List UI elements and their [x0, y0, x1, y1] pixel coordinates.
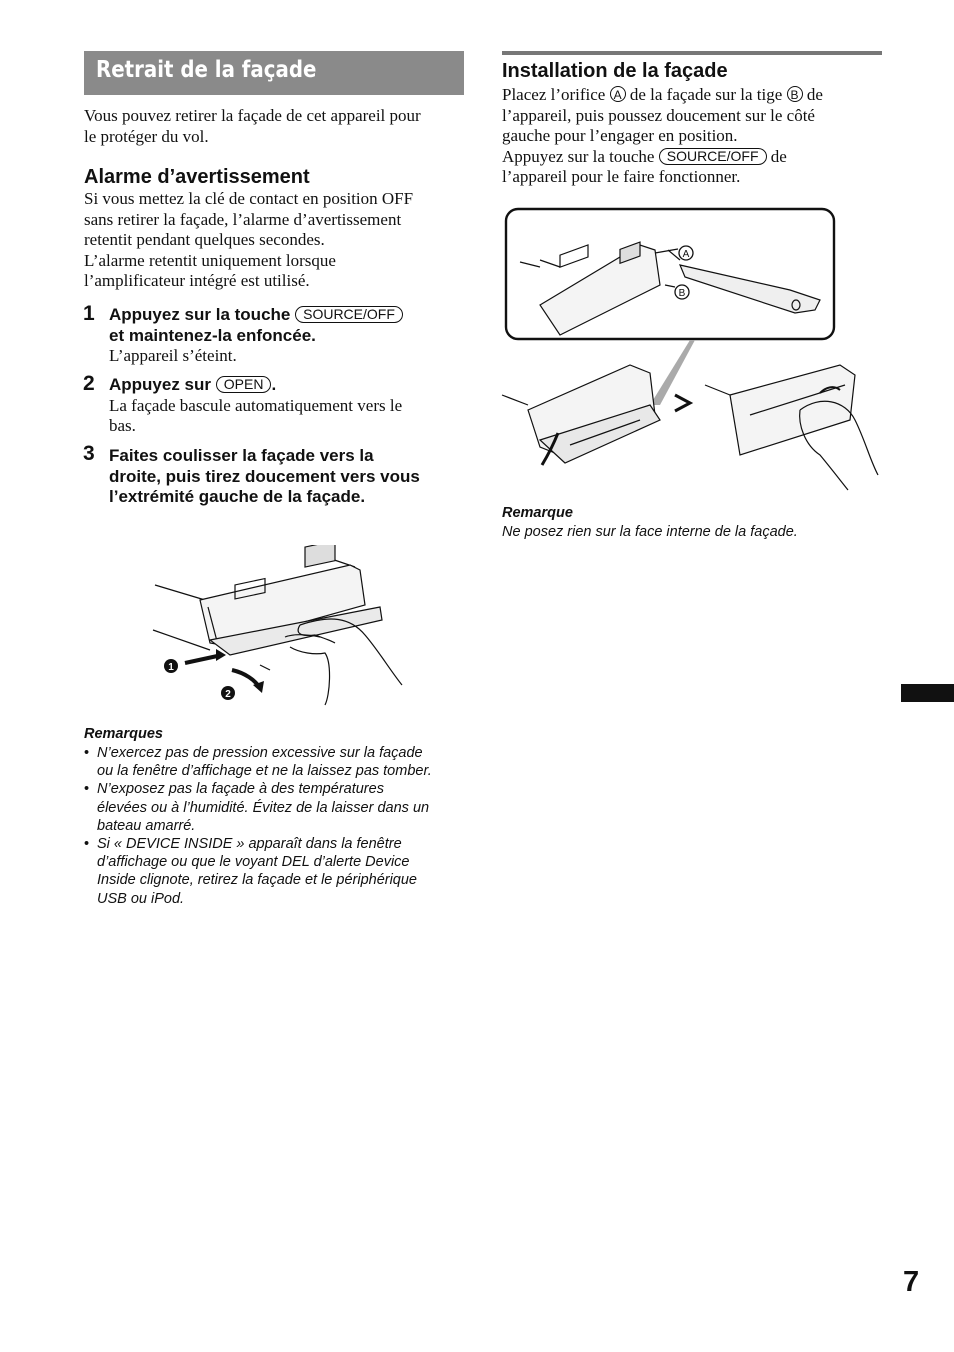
source-off-key: SOURCE/OFF: [659, 148, 767, 165]
mark-b: B: [787, 86, 803, 102]
alarm-line: Si vous mettez la clé de contact en position OFF: [84, 189, 414, 208]
step-text: Appuyez sur la touche: [109, 305, 291, 324]
step-text: l’extrémité gauche de la façade.: [109, 487, 366, 506]
install-paragraph: [502, 85, 887, 188]
text-line: l’appareil, puis poussez doucement sur le côté: [502, 105, 815, 125]
notes-list: [84, 744, 474, 908]
alarm-line: l’amplificateur intégré est utilisé.: [84, 271, 310, 290]
note-line: bateau amarré.: [97, 817, 196, 834]
text-run: Placez l’orifice: [502, 85, 606, 104]
section-title-bar: [84, 51, 464, 95]
step-number: 1: [83, 302, 95, 325]
intro-line: Vous pouvez retirer la façade de cet appareil pour: [84, 106, 421, 125]
figure-label: A: [682, 249, 690, 260]
notes-heading: Remarques: [84, 726, 163, 742]
intro-line: le protéger du vol.: [84, 126, 209, 146]
alarm-heading: Alarme d’avertissement: [84, 166, 310, 188]
text-run: de la façade sur la tige: [629, 85, 783, 104]
step-detail: L’appareil s’éteint.: [109, 346, 237, 365]
step-3: [109, 446, 469, 508]
note-line: USB ou iPod.: [97, 890, 185, 907]
alarm-line: L’alarme retentit uniquement lorsque: [84, 250, 336, 270]
step-text-end: .: [271, 375, 277, 394]
text-run: de: [770, 146, 787, 166]
step-detail: La façade bascule automatiquement vers le: [109, 395, 403, 415]
callout-label: 2: [225, 689, 231, 700]
step-1: [109, 305, 469, 367]
note-line: Inside clignote, retirez la façade et le périphérique: [97, 872, 417, 889]
step-text: Appuyez sur: [109, 375, 212, 394]
list-item: [84, 780, 474, 835]
intro-paragraph: [84, 106, 469, 147]
figure-label: B: [678, 288, 686, 299]
section-tab-marker: [901, 684, 954, 702]
step-text: Faites coulisser la façade vers la: [109, 446, 374, 465]
note-line: • Si « DEVICE INSIDE » apparaît dans la fenêtre: [97, 836, 402, 853]
alarm-paragraph: [84, 189, 469, 292]
source-off-key: SOURCE/OFF: [295, 306, 403, 323]
step-detail: bas.: [109, 416, 136, 435]
list-item: [84, 835, 474, 908]
section-title: Retrait de la façade: [96, 57, 317, 83]
step-number: 2: [83, 372, 95, 395]
step-2: [109, 375, 469, 437]
text-run: de: [806, 85, 823, 104]
alarm-line: sans retirer la façade, l’alarme d’avertissement: [84, 209, 402, 229]
note-line: ou la fenêtre d’affichage et ne la laissez pas tomber.: [97, 763, 432, 780]
text-run: Appuyez sur la touche: [502, 146, 655, 166]
note-line: d’affichage ou que le voyant DEL d’alerte Device: [97, 854, 410, 871]
install-faceplate-illustration: [500, 205, 885, 495]
step-text: droite, puis tirez doucement vers vous: [109, 466, 420, 486]
page-number: 7: [903, 1266, 920, 1298]
callout-label: 1: [168, 662, 174, 673]
note-heading: Remarque: [502, 505, 573, 521]
text-line: gauche pour l’engager en position.: [502, 126, 738, 145]
step-number: 3: [83, 442, 95, 465]
step-text: et maintenez-la enfoncée.: [109, 325, 316, 345]
install-heading: Installation de la façade: [502, 60, 728, 82]
open-key: OPEN: [216, 376, 272, 393]
text-line: l’appareil pour le faire fonctionner.: [502, 167, 741, 186]
note-line: élevées ou à l’humidité. Évitez de la laisser dans un: [97, 799, 430, 816]
remove-faceplate-illustration: [150, 545, 410, 710]
list-item: [84, 744, 474, 780]
note-text: Ne posez rien sur la face interne de la façade.: [502, 524, 798, 540]
alarm-line: retentit pendant quelques secondes.: [84, 230, 325, 249]
note-line: • N’exposez pas la façade à des températures: [97, 781, 384, 798]
note-line: • N’exercez pas de pression excessive sur la façade: [97, 745, 423, 761]
section-rule: [502, 51, 882, 55]
mark-a: A: [610, 86, 626, 102]
